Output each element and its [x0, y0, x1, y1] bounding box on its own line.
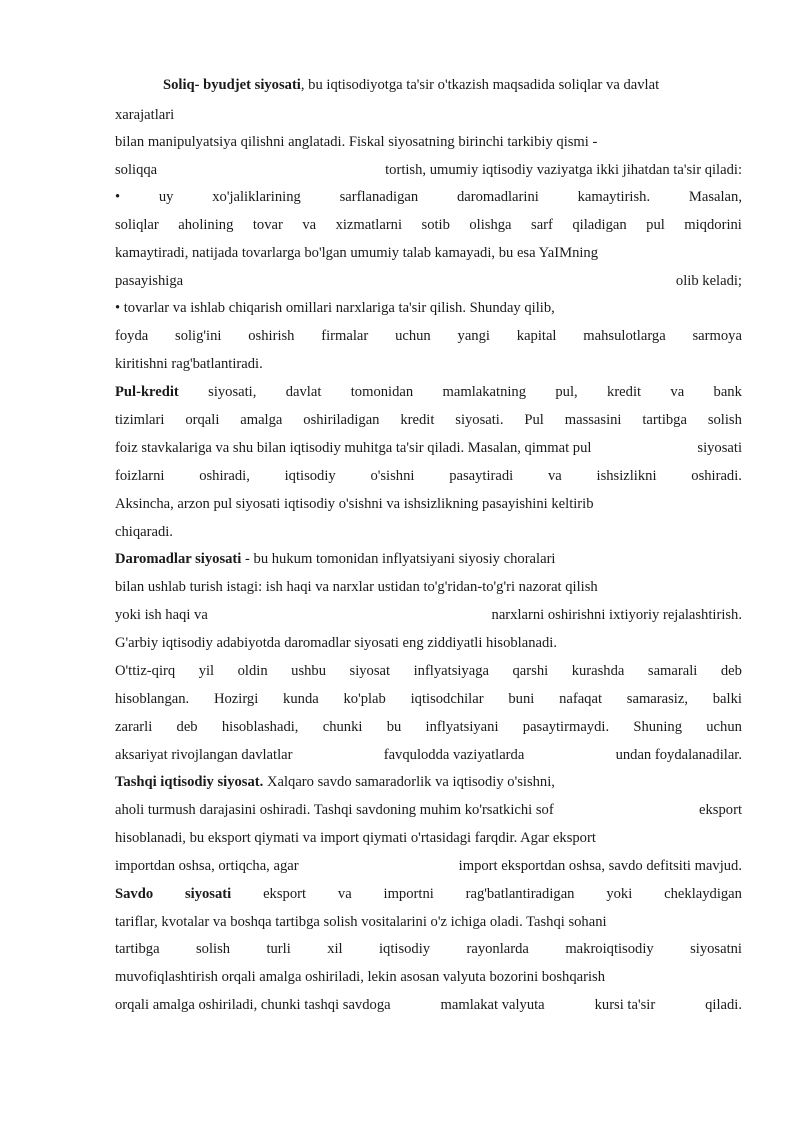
text-line: aksariyat rivojlangan davlatlar favqulodda vaziyatlarda undan foydalanadilar.: [115, 747, 742, 763]
text-line: yoki ish haqi va narxlarni oshirishni ixtiyoriy rejalashtirish.: [115, 607, 742, 623]
text-line: Aksincha, arzon pul siyosati iqtisodiy o'sishni va ishsizlikning pasayishini keltirib: [115, 496, 594, 512]
term-soliq-byudjet: Soliq- byudjet siyosati: [163, 77, 301, 93]
text-line: importdan oshsa, ortiqcha, agar import eksportdan oshsa, savdo defitsiti mavjud.: [115, 858, 742, 874]
text-line: foiz stavkalariga va shu bilan iqtisodiy muhitga ta'sir qiladi. Masalan, qimmat pul siyosati: [115, 440, 742, 456]
term-savdo: Savdo: [115, 886, 154, 902]
text-line: zararli deb hisoblashadi, chunki bu inflyatsiyani pasaytirmaydi. Shuning uchun: [115, 719, 742, 735]
term-daromadlar: Daromadlar siyosati: [115, 551, 242, 567]
term-tashqi-iqtisodiy: Tashqi iqtisodiy siyosat.: [115, 774, 264, 790]
text-line: • uy xo'jaliklarining sarflanadigan daromadlarini kamaytirish. Masalan,: [115, 189, 742, 205]
text-line: tartibga solish turli xil iqtisodiy rayonlarda makroiqtisodiy siyosatni: [115, 941, 742, 957]
text-line: bilan manipulyatsiya qilishni anglatadi. Fiskal siyosatning birinchi tarkibiy qismi -: [115, 134, 598, 150]
text-line: Pul-kredit siyosati, davlat tomonidan mamlakatning pul, kredit va bank: [115, 384, 742, 400]
text-line: • tovarlar va ishlab chiqarish omillari narxlariga ta'sir qilish. Shunday qilib,: [115, 300, 555, 316]
text-line: aholi turmush darajasini oshiradi. Tashqi savdoning muhim ko'rsatkichi sof eksport: [115, 802, 742, 818]
text-line: xarajatlari: [115, 107, 175, 123]
text-line: pasayishiga olib keladi;: [115, 273, 742, 289]
text-line: foyda solig'ini oshirish firmalar uchun yangi kapital mahsulotlarga sarmoya: [115, 328, 742, 344]
text-line: soliqqa tortish, umumiy iqtisodiy vaziyatga ikki jihatdan ta'sir qiladi:: [115, 162, 742, 178]
text-line: O'ttiz-qirq yil oldin ushbu siyosat inflyatsiyaga qarshi kurashda samarali deb: [115, 663, 742, 679]
text-line: kiritishni rag'batlantiradi.: [115, 356, 263, 372]
text-line: Savdo siyosati eksport va importni rag'batlantiradigan yoki cheklaydigan: [115, 886, 742, 902]
text-line: Daromadlar siyosati - bu hukum tomonidan inflyatsiyani siyosiy choralari: [115, 551, 556, 567]
text-line: hisoblangan. Hozirgi kunda ko'plab iqtisodchilar buni nafaqat samarasiz, balki: [115, 691, 742, 707]
text-line: soliqlar aholining tovar va xizmatlarni sotib olishga sarf qiladigan pul miqdorini: [115, 217, 742, 233]
text-line: orqali amalga oshiriladi, chunki tashqi savdoga mamlakat valyuta kursi ta'sir qiladi.: [115, 997, 742, 1013]
text-line: foizlarni oshiradi, iqtisodiy o'sishni pasaytiradi va ishsizlikni oshiradi.: [115, 468, 742, 484]
text-line: chiqaradi.: [115, 524, 173, 540]
text-line: bilan ushlab turish istagi: ish haqi va narxlar ustidan to'g'ridan-to'g'ri nazorat qilish: [115, 579, 598, 595]
text-line: hisoblanadi, bu eksport qiymati va import qiymati o'rtasidagi farqdir. Agar eksport: [115, 830, 596, 846]
text-line: Soliq- byudjet siyosati, bu iqtisodiyotga ta'sir o'tkazish maqsadida soliqlar va davlat: [163, 77, 660, 93]
text-line: tariflar, kvotalar va boshqa tartibga solish vositalarini o'z ichiga oladi. Tashqi sohani: [115, 914, 607, 930]
text-line: muvofiqlashtirish orqali amalga oshiriladi, lekin asosan valyuta bozorini boshqarish: [115, 969, 606, 985]
text-line: tizimlari orqali amalga oshiriladigan kredit siyosati. Pul massasini tartibga solish: [115, 412, 742, 428]
text-line: kamaytiradi, natijada tovarlarga bo'lgan umumiy talab kamayadi, bu esa YaIMning: [115, 245, 599, 261]
text-line: Tashqi iqtisodiy siyosat. Xalqaro savdo samaradorlik va iqtisodiy o'sishni,: [115, 774, 555, 790]
text-line: G'arbiy iqtisodiy adabiyotda daromadlar siyosati eng ziddiyatli hisoblanadi.: [115, 635, 557, 651]
term-pul-kredit: Pul-kredit: [115, 384, 179, 400]
